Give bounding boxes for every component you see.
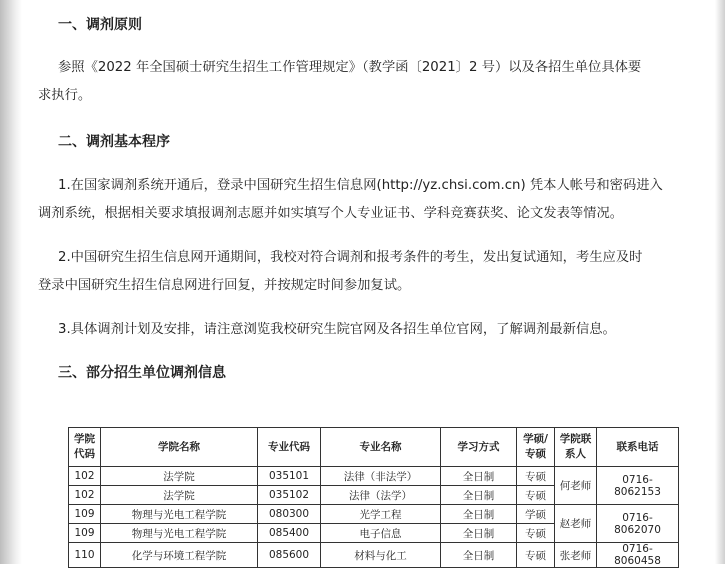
cell-study-mode: 全日制 [441, 467, 517, 486]
cell-major-code: 085400 [258, 524, 321, 543]
procedure-item-3-line-1: 3.具体调剂计划及安排，请注意浏览我校研究生院官网及各招生单位官网，了解调剂最新信息。 [58, 322, 616, 337]
header-contact-person: 学院联系人 [555, 428, 597, 467]
cell-college-name: 法学院 [101, 486, 258, 505]
table-row [69, 467, 679, 486]
cell-major-name: 电子信息 [321, 524, 441, 543]
cell-major-name: 法律（法学） [321, 486, 441, 505]
section-heading-units: 三、部分招生单位调剂信息 [58, 365, 226, 381]
cell-contact-person: 张老师 [555, 543, 597, 568]
cell-college-code: 102 [69, 486, 101, 505]
cell-college-name: 物理与光电工程学院 [101, 505, 258, 524]
cell-college-code: 102 [69, 467, 101, 486]
header-major-code: 专业代码 [258, 428, 321, 467]
cell-major-code: 035101 [258, 467, 321, 486]
cell-study-mode: 全日制 [441, 505, 517, 524]
cell-contact-phone: 0716-8062070 [597, 505, 679, 543]
table-row [69, 505, 679, 524]
cell-contact-phone: 0716-8060458 [597, 543, 679, 568]
page-shadow-left [0, 0, 22, 564]
procedure-item-2-line-2: 登录中国研究生招生信息网进行回复，并按规定时间参加复试。 [38, 278, 411, 293]
cell-study-mode: 全日制 [441, 524, 517, 543]
cell-major-name: 法律（非法学） [321, 467, 441, 486]
procedure-item-2 [38, 244, 690, 300]
cell-college-code: 109 [69, 505, 101, 524]
cell-major-code: 080300 [258, 505, 321, 524]
header-major-name: 专业名称 [321, 428, 441, 467]
header-degree-type: 学硕/专硕 [517, 428, 555, 467]
section-heading-principles: 一、调剂原则 [58, 17, 142, 33]
cell-major-name: 光学工程 [321, 505, 441, 524]
cell-study-mode: 全日制 [441, 486, 517, 505]
procedure-item-1-line-1: 1.在国家调剂系统开通后，登录中国研究生招生信息网(http://yz.chsi.com.cn) 凭本人帐号和密码进入 [58, 178, 663, 193]
cell-major-code: 085600 [258, 543, 321, 568]
cell-contact-person: 何老师 [555, 467, 597, 505]
cell-college-name: 物理与光电工程学院 [101, 524, 258, 543]
cell-college-code: 110 [69, 543, 101, 568]
procedure-item-1-line-2: 调剂系统，根据相关要求填报调剂志愿并如实填写个人专业证书、学科竞赛获奖、论文发表等情况。 [38, 206, 624, 221]
header-study-mode: 学习方式 [441, 428, 517, 467]
table-header-row [69, 428, 679, 467]
cell-degree-type: 专硕 [517, 543, 555, 568]
section-heading-procedure: 二、调剂基本程序 [58, 134, 170, 150]
cell-study-mode: 全日制 [441, 543, 517, 568]
principles-line-2: 求执行。 [38, 88, 92, 103]
header-college-code: 学院代码 [69, 428, 101, 467]
page-shadow-right [715, 0, 725, 564]
principles-paragraph [38, 54, 690, 110]
cell-major-code: 035102 [258, 486, 321, 505]
header-college-name: 学院名称 [101, 428, 258, 467]
procedure-item-1 [38, 172, 690, 228]
cell-contact-phone: 0716-8062153 [597, 467, 679, 505]
procedure-item-2-line-1: 2.中国研究生招生信息网开通期间，我校对符合调剂和报考条件的考生，发出复试通知，考生应及时 [58, 250, 643, 265]
cell-college-code: 109 [69, 524, 101, 543]
cell-degree-type: 专硕 [517, 524, 555, 543]
adjustment-info-table [68, 427, 679, 568]
principles-line-1: 参照《2022 年全国硕士研究生招生工作管理规定》（教学函〔2021〕2 号）以及各招生单位具体要 [58, 60, 642, 75]
cell-college-name: 化学与环境工程学院 [101, 543, 258, 568]
procedure-item-3 [38, 316, 690, 344]
cell-degree-type: 专硕 [517, 467, 555, 486]
cell-college-name: 法学院 [101, 467, 258, 486]
cell-degree-type: 学硕 [517, 505, 555, 524]
cell-degree-type: 专硕 [517, 486, 555, 505]
cell-major-name: 材料与化工 [321, 543, 441, 568]
cell-contact-person: 赵老师 [555, 505, 597, 543]
header-contact-phone: 联系电话 [597, 428, 679, 467]
